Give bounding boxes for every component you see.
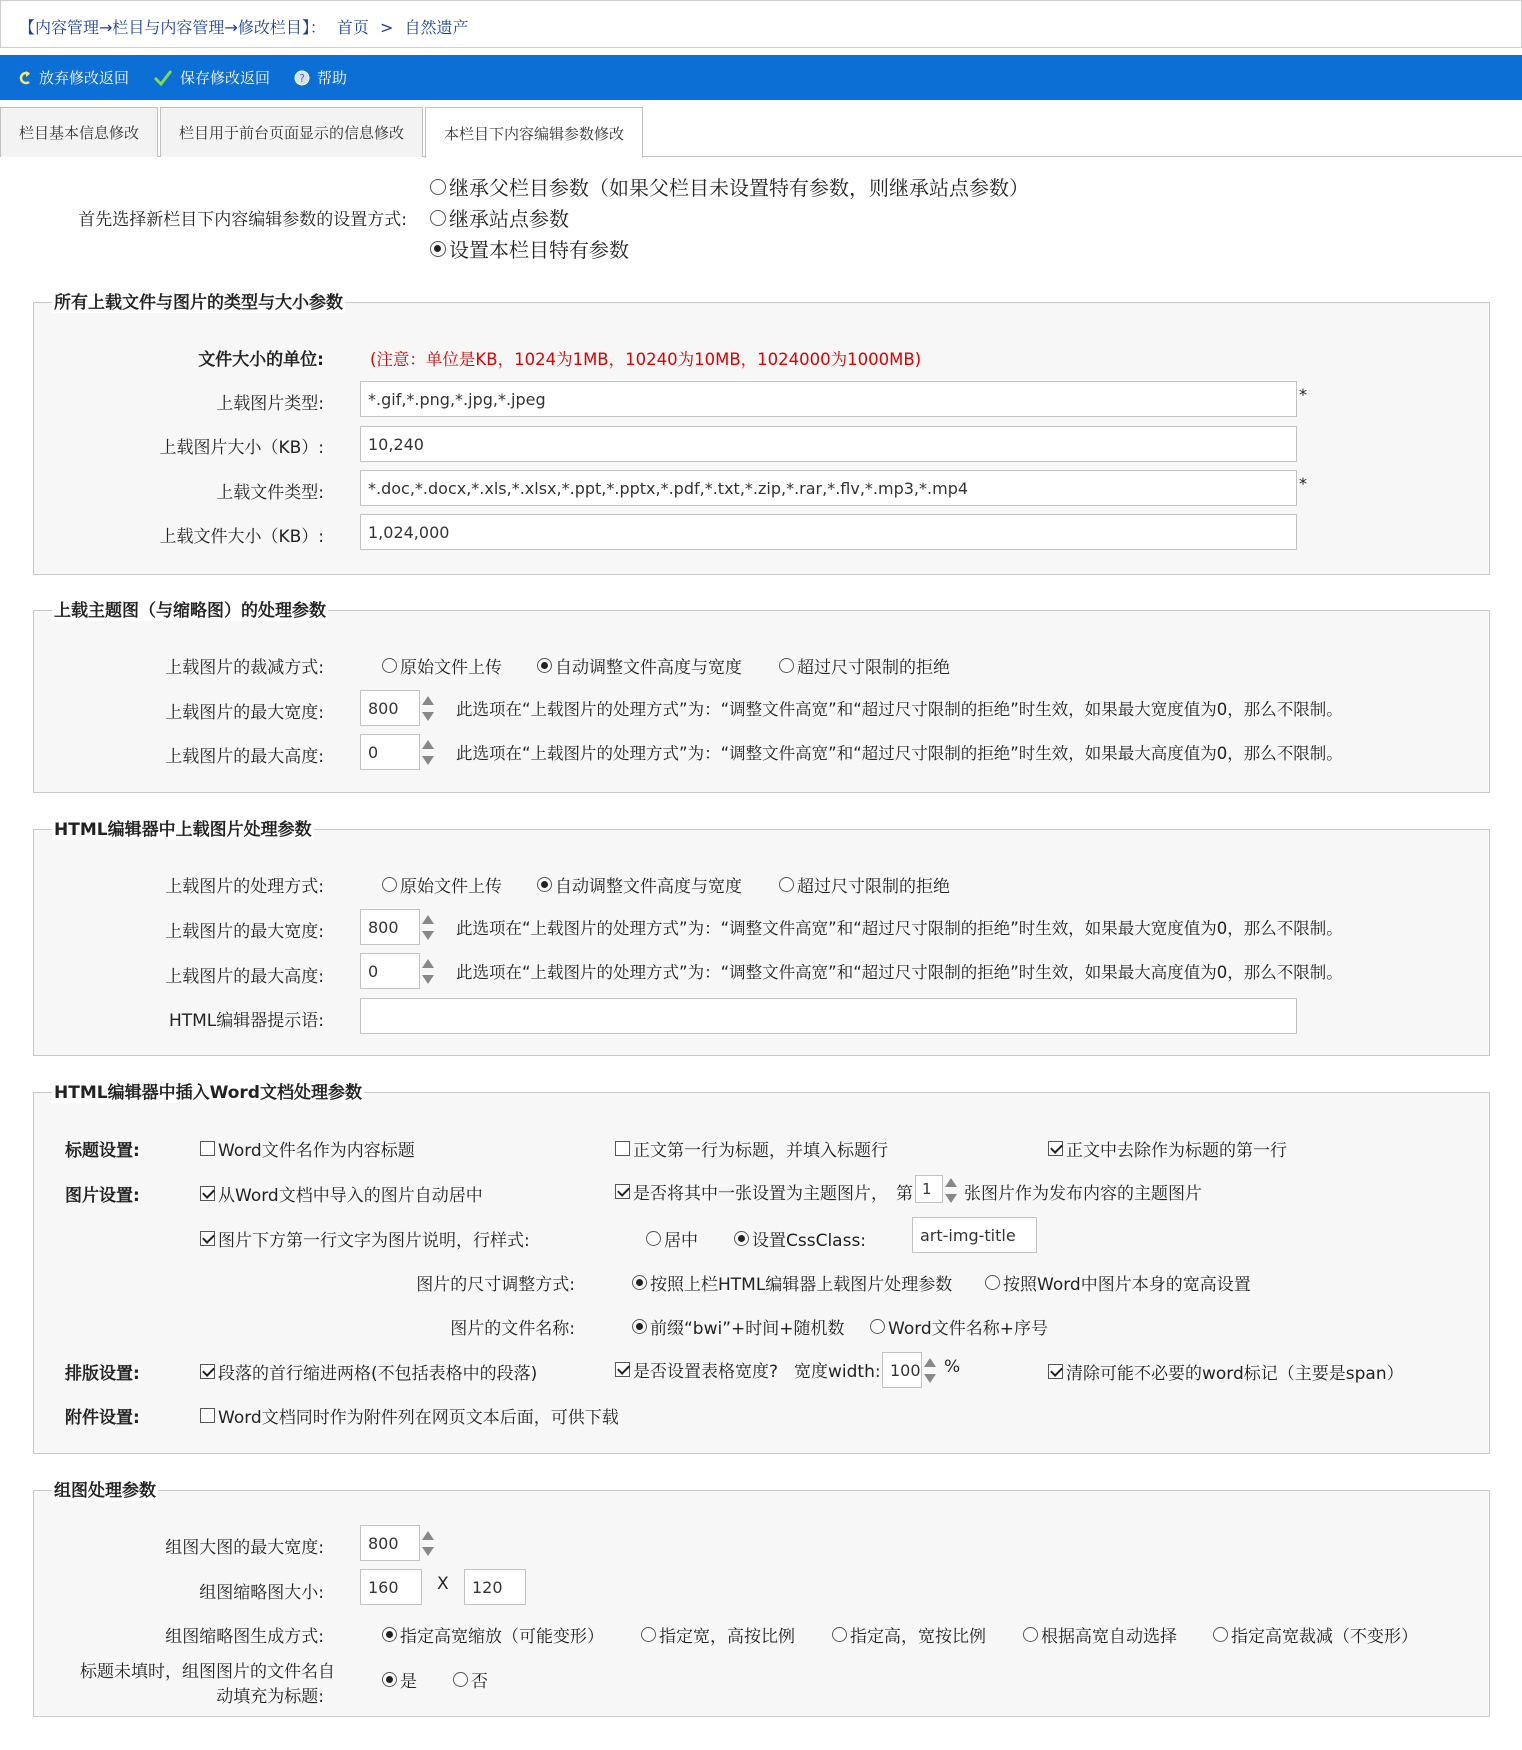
title-settings-label: 标题设置: <box>65 1141 140 1161</box>
option-label: 从Word文档中导入的图片自动居中 <box>218 1186 483 1206</box>
option-label: Word文件名称+序号 <box>888 1319 1048 1339</box>
checkbox[interactable] <box>615 1362 630 1377</box>
check-icon <box>153 69 173 87</box>
gen-auto-option[interactable] <box>1023 1622 1177 1647</box>
checkbox[interactable] <box>615 1141 630 1156</box>
option-label: 继承站点参数 <box>449 207 569 231</box>
table-width-input[interactable]: 100 <box>882 1352 922 1388</box>
resize-word-option[interactable] <box>985 1270 1251 1295</box>
thumb-max-width-label: 上载图片的最大宽度: <box>165 703 324 723</box>
image-type-input[interactable]: *.gif,*.png,*.jpg,*.jpeg <box>360 381 1297 417</box>
discard-button[interactable] <box>16 67 129 88</box>
crop-original-option[interactable] <box>382 653 502 678</box>
crop-mode-label: 上载图片的裁减方式: <box>165 658 324 678</box>
radio[interactable] <box>537 658 552 673</box>
editor-max-height-note: 此选项在“上载图片的处理方式”为：“调整文件高宽”和“超过尺寸限制的拒绝”时生效，如果最大高度值为0，那么不限制。 <box>456 963 1343 982</box>
option-label: 原始文件上传 <box>400 658 502 678</box>
option-label: 设置CssClass: <box>752 1231 867 1251</box>
editor-tip-input[interactable] <box>360 998 1297 1034</box>
option-label: 自动调整文件高度与宽度 <box>555 877 742 897</box>
radio[interactable] <box>430 210 446 226</box>
mode-inherit-parent-option[interactable] <box>430 172 1029 201</box>
mode-label: 首先选择新栏目下内容编辑参数的设置方式: <box>78 210 407 230</box>
required-mark: * <box>1299 474 1307 493</box>
filename-word-option[interactable] <box>870 1314 1048 1339</box>
word-filename-title-checkbox[interactable] <box>200 1136 415 1161</box>
save-button[interactable] <box>153 67 270 88</box>
editor-max-height-label: 上载图片的最大高度: <box>165 967 324 987</box>
autoname-label-line1: 标题未填时，组图图片的文件名自 <box>80 1662 335 1682</box>
option-label: 原始文件上传 <box>400 877 502 897</box>
breadcrumb <box>0 0 1522 48</box>
checkbox[interactable] <box>615 1184 630 1199</box>
file-size-label: 上载文件大小（KB）: <box>159 527 324 547</box>
editor-auto-adjust-option[interactable] <box>537 872 742 897</box>
filename-label: 图片的文件名称: <box>450 1319 575 1339</box>
radio[interactable] <box>832 1627 847 1642</box>
main-image-suffix: 张图片作为发布内容的主题图片 <box>964 1184 1202 1204</box>
editor-max-width-label: 上载图片的最大宽度: <box>165 922 324 942</box>
gen-width-option[interactable] <box>641 1622 795 1647</box>
thumb-max-width-input[interactable]: 800 <box>360 690 420 726</box>
resize-editor-option[interactable] <box>632 1270 952 1295</box>
clean-word-tags-checkbox[interactable] <box>1048 1359 1404 1384</box>
option-label: 正文中去除作为标题的第一行 <box>1066 1141 1287 1161</box>
editor-tip-label: HTML编辑器提示语: <box>168 1011 324 1031</box>
option-label: 清除可能不必要的word标记（主要是span） <box>1066 1364 1404 1384</box>
resize-label: 图片的尺寸调整方式: <box>416 1275 575 1295</box>
section-legend: 所有上载文件与图片的类型与大小参数 <box>52 288 345 313</box>
option-label: 指定高，宽按比例 <box>850 1627 986 1647</box>
radio[interactable] <box>734 1231 749 1246</box>
file-type-label: 上载文件类型: <box>216 483 324 503</box>
option-label: 是否设置表格宽度? <box>633 1362 779 1382</box>
indent-checkbox[interactable] <box>200 1359 537 1384</box>
option-label: 超过尺寸限制的拒绝 <box>797 658 950 678</box>
required-mark: * <box>1299 385 1307 404</box>
spinner-icon[interactable] <box>944 1172 958 1208</box>
thumb-max-height-note: 此选项在“上载图片的处理方式”为：“调整文件高宽”和“超过尺寸限制的拒绝”时生效，如果最大高度值为0，那么不限制。 <box>456 744 1343 763</box>
breadcrumb-separator: > <box>380 18 394 37</box>
option-label: 设置本栏目特有参数 <box>449 238 629 262</box>
checkbox[interactable] <box>200 1231 215 1246</box>
option-label: 指定高宽缩放（可能变形） <box>400 1627 604 1647</box>
thumb-max-width-note: 此选项在“上载图片的处理方式”为：“调整文件高宽”和“超过尺寸限制的拒绝”时生效，如果最大宽度值为0，那么不限制。 <box>456 700 1343 719</box>
caption-checkbox[interactable] <box>200 1226 530 1251</box>
discard-label: 放弃修改返回 <box>39 69 130 87</box>
attach-word-checkbox[interactable] <box>200 1403 619 1428</box>
radio[interactable] <box>430 179 446 195</box>
checkbox[interactable] <box>200 1364 215 1379</box>
option-label: 指定宽，高按比例 <box>659 1627 795 1647</box>
section-legend: 上载主题图（与缩略图）的处理参数 <box>52 596 328 621</box>
tab-basic-info[interactable]: 栏目基本信息修改 <box>0 107 158 157</box>
checkbox[interactable] <box>200 1408 215 1423</box>
remove-first-line-checkbox[interactable] <box>1048 1136 1287 1161</box>
crop-auto-adjust-option[interactable] <box>537 653 742 678</box>
mode-custom-option[interactable] <box>430 234 629 263</box>
crop-reject-option[interactable] <box>779 653 950 678</box>
spinner-icon[interactable] <box>421 690 435 726</box>
gallery-max-width-label: 组图大图的最大宽度: <box>165 1538 324 1558</box>
breadcrumb-current: 自然遗产 <box>404 18 469 37</box>
autoname-label <box>80 1657 335 1707</box>
file-size-input[interactable]: 1,024,000 <box>360 514 1297 550</box>
return-icon <box>16 70 32 86</box>
image-settings-label: 图片设置: <box>65 1186 140 1206</box>
attachment-settings-label: 附件设置: <box>65 1408 140 1428</box>
spinner-icon[interactable] <box>421 734 435 770</box>
radio[interactable] <box>870 1319 885 1334</box>
gen-scale-option[interactable] <box>382 1622 604 1647</box>
radio[interactable] <box>1023 1627 1038 1642</box>
spinner-icon[interactable] <box>421 1525 435 1561</box>
option-label: 超过尺寸限制的拒绝 <box>797 877 950 897</box>
toolbar <box>0 55 1522 100</box>
image-center-checkbox[interactable] <box>200 1181 483 1206</box>
editor-mode-label: 上载图片的处理方式: <box>165 877 324 897</box>
help-button[interactable] <box>294 67 347 88</box>
breadcrumb-home-link[interactable]: 首页 <box>336 18 369 37</box>
gallery-thumb-width-input[interactable]: 160 <box>360 1569 422 1605</box>
autoname-yes-option[interactable] <box>382 1667 417 1692</box>
radio[interactable] <box>382 1672 397 1687</box>
layout-settings-label: 排版设置: <box>65 1364 140 1384</box>
radio[interactable] <box>632 1275 647 1290</box>
table-width-checkbox[interactable] <box>615 1357 778 1382</box>
option-label: 指定高宽裁减（不变形） <box>1231 1627 1418 1647</box>
gen-crop-option[interactable] <box>1213 1622 1418 1647</box>
set-main-image-checkbox[interactable] <box>615 1179 888 1204</box>
radio[interactable] <box>646 1231 661 1246</box>
radio[interactable] <box>985 1275 1000 1290</box>
svg-text:?: ? <box>299 71 305 85</box>
option-label: 段落的首行缩进两格(不包括表格中的段落) <box>218 1364 538 1384</box>
option-label: 否 <box>471 1672 488 1692</box>
checkbox[interactable] <box>1048 1141 1063 1156</box>
width-label: 宽度width: <box>794 1362 881 1382</box>
caption-center-option[interactable] <box>646 1226 698 1251</box>
main-image-index-input[interactable]: 1 <box>915 1175 943 1203</box>
radio[interactable] <box>779 658 794 673</box>
radio[interactable] <box>382 877 397 892</box>
editor-max-height-input[interactable]: 0 <box>360 953 420 989</box>
tab-content-editing-params[interactable]: 本栏目下内容编辑参数修改 <box>425 107 643 158</box>
editor-max-width-input[interactable]: 800 <box>360 909 420 945</box>
autoname-label-line2: 动填充为标题: <box>216 1687 324 1707</box>
width-unit: % <box>944 1357 961 1377</box>
option-label: 继承父栏目参数（如果父栏目未设置特有参数，则继承站点参数） <box>449 176 1029 200</box>
radio[interactable] <box>632 1319 647 1334</box>
image-size-input[interactable]: 10,240 <box>360 426 1297 462</box>
save-label: 保存修改返回 <box>180 69 271 87</box>
gallery-gen-label: 组图缩略图生成方式: <box>165 1627 324 1647</box>
radio[interactable] <box>1213 1627 1228 1642</box>
radio[interactable] <box>430 241 446 257</box>
caption-class-input[interactable]: art-img-title <box>912 1217 1037 1253</box>
caption-css-option[interactable] <box>734 1226 866 1251</box>
unit-note: (注意：单位是KB，1024为1MB，10240为10MB，1024000为1000MB) <box>370 350 922 369</box>
editor-max-width-note: 此选项在“上载图片的处理方式”为：“调整文件高宽”和“超过尺寸限制的拒绝”时生效，如果最大宽度值为0，那么不限制。 <box>456 919 1343 938</box>
editor-reject-option[interactable] <box>779 872 950 897</box>
size-separator: X <box>437 1574 449 1594</box>
image-type-label: 上载图片类型: <box>216 394 324 414</box>
thumb-max-height-label: 上载图片的最大高度: <box>165 747 324 767</box>
tab-bar <box>0 107 1522 157</box>
radio[interactable] <box>453 1672 468 1687</box>
section-legend: HTML编辑器中上载图片处理参数 <box>52 815 314 840</box>
gallery-thumb-height-input[interactable]: 120 <box>464 1569 526 1605</box>
tab-frontend-display[interactable]: 栏目用于前台页面显示的信息修改 <box>160 107 423 157</box>
option-label: 正文第一行为标题，并填入标题行 <box>633 1141 888 1161</box>
filename-prefix-option[interactable] <box>632 1314 845 1339</box>
option-label: 是否将其中一张设置为主题图片， <box>633 1184 888 1204</box>
checkbox[interactable] <box>200 1186 215 1201</box>
breadcrumb-path: 【内容管理→栏目与内容管理→修改栏目】： <box>19 18 326 37</box>
thumb-max-height-input[interactable]: 0 <box>360 734 420 770</box>
radio[interactable] <box>382 658 397 673</box>
gallery-thumb-size-label: 组图缩略图大小: <box>199 1583 324 1603</box>
help-icon <box>294 70 310 86</box>
unit-label: 文件大小的单位: <box>198 350 324 370</box>
editor-original-option[interactable] <box>382 872 502 897</box>
checkbox[interactable] <box>200 1141 215 1156</box>
mode-inherit-site-option[interactable] <box>430 203 569 232</box>
radio[interactable] <box>382 1627 397 1642</box>
main-image-prefix: 第 <box>896 1184 913 1204</box>
image-size-label: 上载图片大小（KB）: <box>159 438 324 458</box>
autoname-no-option[interactable] <box>453 1667 488 1692</box>
option-label: 前缀“bwi”+时间+随机数 <box>650 1319 845 1339</box>
option-label: Word文档同时作为附件列在网页文本后面，可供下载 <box>218 1408 619 1428</box>
option-label: 根据高宽自动选择 <box>1041 1627 1177 1647</box>
option-label: 是 <box>400 1672 417 1692</box>
gen-height-option[interactable] <box>832 1622 986 1647</box>
file-type-input[interactable]: *.doc,*.docx,*.xls,*.xlsx,*.ppt,*.pptx,*.pdf,*.txt,*.zip,*.rar,*.flv,*.mp3,*.mp4 <box>360 470 1297 506</box>
option-label: Word文件名作为内容标题 <box>218 1141 415 1161</box>
spinner-icon[interactable] <box>421 953 435 989</box>
radio[interactable] <box>641 1627 656 1642</box>
option-label: 自动调整文件高度与宽度 <box>555 658 742 678</box>
option-label: 按照上栏HTML编辑器上载图片处理参数 <box>650 1275 953 1295</box>
section-legend: HTML编辑器中插入Word文档处理参数 <box>52 1078 364 1103</box>
spinner-icon[interactable] <box>923 1352 937 1388</box>
section-legend: 组图处理参数 <box>52 1476 158 1501</box>
option-label: 按照Word中图片本身的宽高设置 <box>1003 1275 1251 1295</box>
spinner-icon[interactable] <box>421 909 435 945</box>
gallery-max-width-input[interactable]: 800 <box>360 1525 420 1561</box>
option-label: 居中 <box>664 1231 698 1251</box>
radio[interactable] <box>779 877 794 892</box>
radio[interactable] <box>537 877 552 892</box>
first-line-title-checkbox[interactable] <box>615 1136 888 1161</box>
help-label: 帮助 <box>317 69 348 87</box>
checkbox[interactable] <box>1048 1364 1063 1379</box>
option-label: 图片下方第一行文字为图片说明，行样式: <box>218 1231 530 1251</box>
